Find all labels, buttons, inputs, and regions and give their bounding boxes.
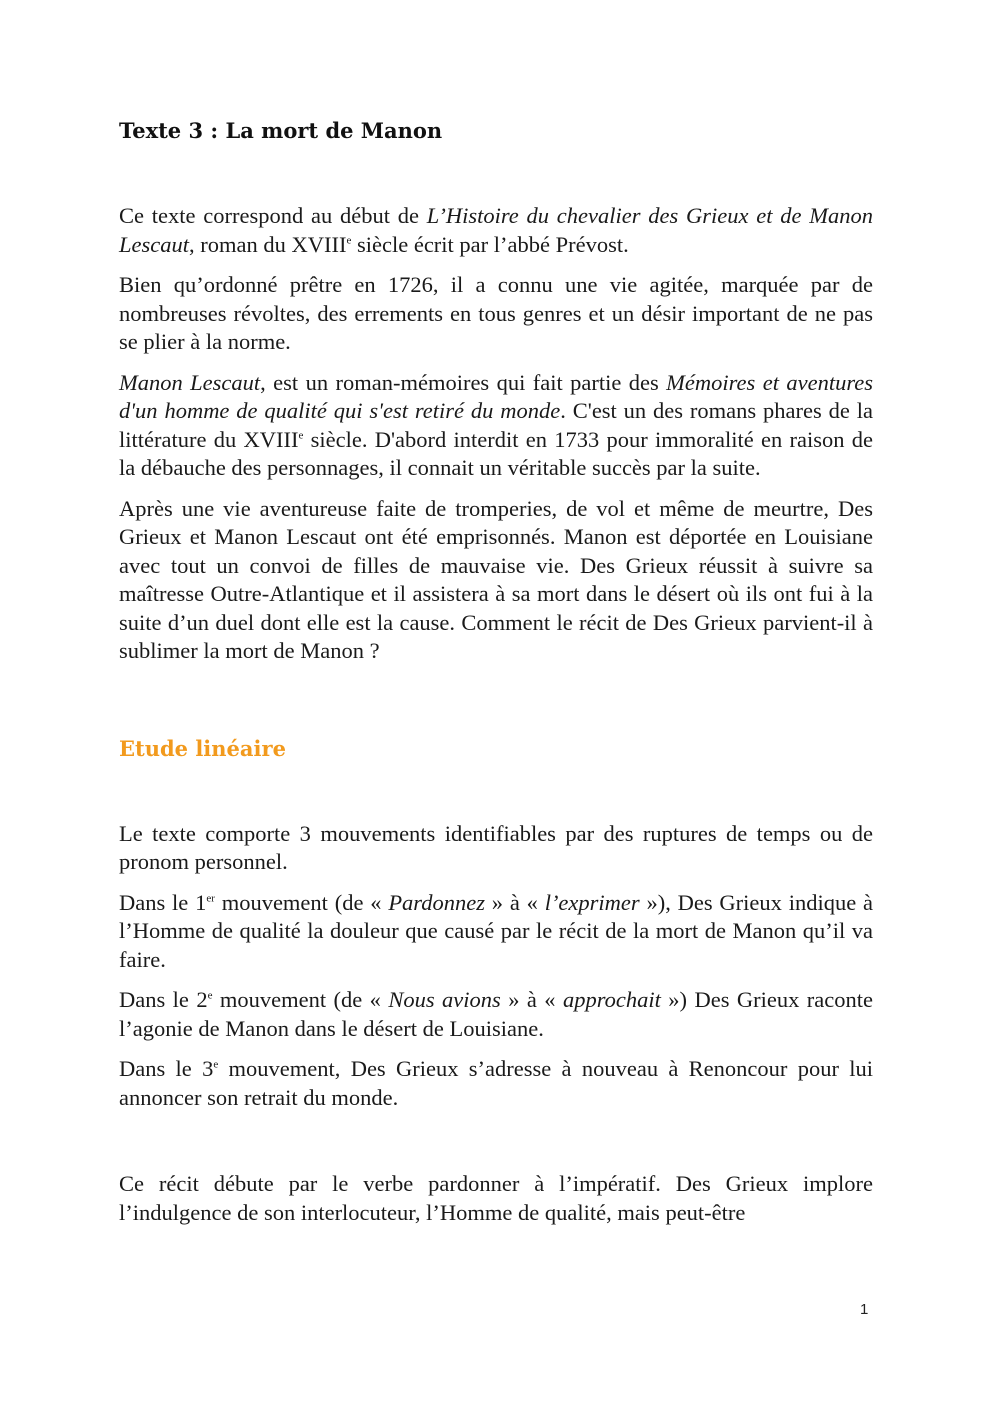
etude-paragraph-2: Dans le 1er mouvement (de « Pardonnez » à « l’exprimer »), Des Grieux indique à l’Homme de qualité la douleur que causé par le récit de la mort de Manon qu’il va faire. xyxy=(119,889,873,972)
section-heading-etude: Etude linéaire xyxy=(119,735,286,761)
document-title: Texte 3 : La mort de Manon xyxy=(119,118,443,143)
intro-paragraph-3: Manon Lescaut, est un roman-mémoires qui fait partie des Mémoires et aventures d'un homme de qualité qui s'est retiré du monde. C'est un des romans phares de la littérature du XVIIIe siècle. D'abord interdit en 1733 pour immoralité en raison de la débauche des personnages, il connait un véritable succès par la suite. xyxy=(119,369,873,480)
intro-paragraph-2: Bien qu’ordonné prêtre en 1726, il a connu une vie agitée, marquée par de nombreuses révoltes, des errements en tous genres et un désir important de ne pas se plier à la norme. xyxy=(119,272,873,354)
etude-paragraph-5: Ce récit débute par le verbe pardonner à l’impératif. Des Grieux implore l’indulgence de son interlocuteur, l’Homme de qualité, mais peut-être xyxy=(119,1171,873,1225)
etude-paragraph-3: Dans le 2e mouvement (de « Nous avions » à « approchait ») Des Grieux raconte l’agonie de Manon dans le désert de Louisiane. xyxy=(119,987,873,1041)
memoirs-title: Mémoires et aventures d'un homme de qualité qui s'est retiré du monde xyxy=(119,369,873,423)
etude-paragraph-1: Le texte comporte 3 mouvements identifiables par des ruptures de temps ou de pronom personnel. xyxy=(119,820,873,874)
intro-paragraph-1: Ce texte correspond au début de L’Histoire du chevalier des Grieux et de Manon Lescaut, roman du XVIIIe siècle écrit par l’abbé Prévost. xyxy=(119,203,873,257)
page-number: 1 xyxy=(860,1301,869,1318)
intro-paragraph-4: Après une vie aventureuse faite de tromperies, de vol et même de meurtre, Des Grieux et Manon Lescaut ont été emprisonnés. Manon est déportée en Louisiane avec tout un convoi de filles de mauvaise vie. Des Grieux réussit à suivre sa maîtresse Outre-Atlantique et il assistera à sa mort dans le désert où ils ont fui à la suite d’un duel dont elle est la cause. Comment le récit de Des Grieux parvient-il à sublimer la mort de Manon ? xyxy=(119,495,873,663)
book-title: L’Histoire du chevalier des Grieux et de Manon Lescaut xyxy=(119,203,873,257)
novel-title: Manon Lescaut xyxy=(119,369,261,395)
page-content xyxy=(119,117,873,1239)
etude-paragraph-4: Dans le 3e mouvement, Des Grieux s’adresse à nouveau à Renoncour pour lui annoncer son retrait du monde. xyxy=(119,1056,873,1110)
